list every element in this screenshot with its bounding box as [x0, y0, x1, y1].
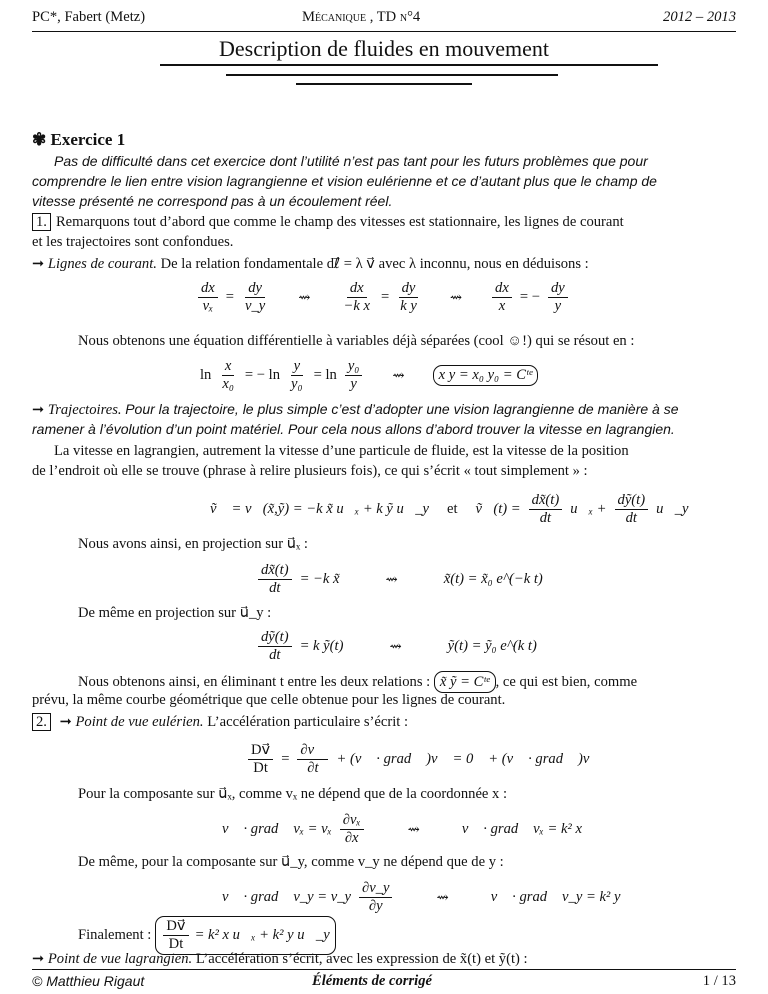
title-rule-2 — [226, 74, 558, 76]
header-rule — [32, 31, 736, 32]
equation-streamlines — [196, 280, 570, 315]
velocity-text: La vitesse en lagrangien, autrement la vitesse d’une particule de fluide, est la vitesse de la position — [54, 443, 629, 459]
fraction-denominator: ∂x — [344, 830, 359, 846]
fraction-denominator: y — [554, 298, 562, 314]
fraction-denominator: dt — [539, 510, 552, 526]
footer-rule — [32, 969, 736, 970]
fraction — [258, 562, 292, 597]
fraction-denominator: x₀ — [222, 376, 234, 392]
question-text: et les trajectoires sont confondues. — [32, 234, 234, 250]
fraction-denominator: k y — [400, 298, 417, 314]
fraction — [359, 880, 392, 915]
fraction-denominator: Dt — [168, 936, 184, 952]
trajectories-text: Pour la trajectoire, le plus simple c’est d’adopter une vision lagrangienne de manière à se — [125, 401, 679, 417]
trajectories-label: Trajectoires. — [47, 402, 122, 418]
math-text: = — [225, 289, 235, 305]
fraction — [529, 492, 563, 527]
math-text: v⃗ · grad⃗ v_y = v_y — [222, 889, 351, 905]
header-left: PC*, Fabert (Metz) — [32, 9, 146, 25]
math-text: = − — [519, 289, 540, 305]
fraction-numerator: dy — [548, 280, 568, 298]
lagrangian-label: Point de vue lagrangien. — [47, 951, 193, 967]
fraction-denominator: ∂t — [307, 760, 319, 776]
math-text: ⇝ — [389, 638, 402, 655]
fraction-numerator: dy — [399, 280, 419, 298]
question-number: 2. — [32, 713, 51, 731]
flower-icon: ✾ — [32, 130, 47, 149]
velocity-text: de l’endroit où elle se trouve (phrase à relire plusieurs fois), ce qui s’écrit « tout simplement » : — [32, 463, 588, 479]
fraction — [397, 280, 420, 315]
question-number: 1. — [32, 213, 51, 231]
math-text: = k² x u⃗ₓ + k² y u⃗_y — [194, 927, 330, 943]
component-y-text: De même, pour la composante sur u⃗_y, comme v_y ne dépend que de y : — [78, 854, 504, 870]
equation-lagrangian-velocity — [210, 492, 689, 527]
footer-author: © Matthieu Rigaut — [32, 973, 145, 989]
fraction-denominator: vₓ — [202, 298, 214, 314]
equation-x-tilde — [256, 562, 543, 597]
fraction-denominator: −k x — [343, 298, 370, 314]
exercise-heading — [32, 130, 125, 150]
fraction-denominator: dt — [269, 580, 281, 596]
math-text: ⇝ — [298, 289, 311, 306]
math-text: ṽ⃗(t) = — [475, 501, 521, 517]
page-header — [32, 9, 736, 31]
final-label: Finalement : — [78, 927, 152, 943]
intro-line: vitesse présenté ne correspond pas à un écoulement réel. — [32, 193, 393, 209]
fraction-numerator: dx̃(t) — [529, 492, 563, 510]
math-text: = ln — [313, 367, 337, 383]
arrow-icon: ➞ — [32, 402, 45, 418]
projection-y-text: De même en projection sur u⃗_y : — [78, 605, 272, 621]
lagrangian-text: L’accélération s’écrit, avec les expression de x̃(t) et ỹ(t) : — [195, 951, 528, 967]
fraction-denominator: x — [498, 298, 506, 314]
math-text: = — [380, 289, 390, 305]
question-2 — [32, 713, 688, 731]
fraction — [340, 812, 364, 847]
fraction — [548, 280, 568, 315]
fraction-numerator: dỹ(t) — [258, 629, 292, 647]
equation-y-tilde — [256, 629, 537, 664]
euler-text: L’accélération particulaire s’écrit : — [207, 714, 409, 730]
fraction — [492, 280, 512, 315]
math-text: v⃗ · grad⃗ v_y = k² y — [490, 889, 621, 905]
fraction — [341, 280, 373, 315]
equation-component-x — [222, 812, 582, 847]
page-number: 1 / 13 — [702, 973, 736, 989]
fraction-denominator: ∂y — [368, 898, 383, 914]
math-text: u⃗_y — [656, 501, 689, 517]
math-text: u⃗ₓ + — [570, 501, 607, 517]
elimination-text — [56, 671, 712, 693]
equation-material-derivative — [246, 742, 601, 777]
fraction — [219, 358, 237, 393]
fraction — [288, 358, 306, 393]
fraction — [615, 492, 649, 527]
fraction-numerator: ∂vₓ — [340, 812, 364, 830]
title-rule-3 — [296, 83, 472, 85]
math-text: = — [281, 751, 290, 767]
question-text: Remarquons tout d’abord que comme le champ des vitesses est stationnaire, les lignes de courant — [55, 214, 624, 230]
page-footer — [32, 973, 736, 993]
question-1 — [32, 213, 688, 231]
header-right: 2012 – 2013 — [663, 9, 736, 25]
component-x-text: Pour la composante sur u⃗ₓ, comme vₓ ne dépend que de la coordonnée x : — [78, 786, 508, 802]
trajectories-text: ramener à l’évolution d’un point matériel. Pour cela nous allons d’abord trouver la vitesse en lagrangien. — [32, 421, 675, 437]
result-box: x̃ ỹ = Cᵗᵉ — [434, 671, 496, 693]
fraction-numerator: dỹ(t) — [615, 492, 649, 510]
fraction-denominator: y₀ — [291, 376, 303, 392]
math-text: = −k x̃ — [299, 571, 340, 587]
fraction-denominator: y — [350, 376, 357, 392]
trajectories-paragraph — [32, 400, 688, 419]
intro-line: Pas de difficulté dans cet exercice dont l’utilité n’est pas tant pour les futurs problèmes que pour — [54, 153, 648, 169]
math-text: x̃(t) = x̃₀ e^(−k t) — [443, 571, 543, 587]
fraction — [248, 742, 273, 777]
diff-text: Nous obtenons une équation différentielle à variables déjà séparées (cool ☺!) qui se résout en : — [78, 333, 635, 349]
fraction-numerator: ∂v⃗ — [297, 742, 328, 760]
fraction-denominator: Dt — [253, 760, 268, 776]
math-text: = k ỹ(t) — [299, 638, 344, 654]
fraction-numerator: Dv⃗ — [248, 742, 273, 760]
math-text: ⇝ — [392, 367, 405, 384]
streamlines-text: De la relation fondamentale dℓ⃗ = λ v⃗ avec λ inconnu, nous en déduisons : — [160, 256, 589, 272]
fraction-denominator: v_y — [245, 298, 266, 314]
footer-center: Éléments de corrigé — [312, 973, 432, 989]
math-text: ⇝ — [385, 571, 398, 588]
fraction-denominator: dt — [269, 647, 281, 663]
fraction-numerator: dy — [245, 280, 265, 298]
math-text: , ce qui est bien, comme — [495, 674, 638, 690]
exercise-title: Exercice 1 — [50, 130, 126, 149]
streamlines-label: Lignes de courant. — [47, 256, 157, 272]
fraction-numerator: y₀ — [345, 358, 363, 376]
math-text: = − ln — [244, 367, 281, 383]
math-text: ỹ(t) = ỹ₀ e^(k t) — [447, 638, 537, 654]
arrow-icon: ➞ — [32, 256, 45, 272]
fraction-numerator: dx — [198, 280, 218, 298]
fraction-numerator: x — [222, 358, 234, 376]
fraction — [198, 280, 218, 315]
math-text: + (v⃗ · grad⃗ )v⃗ = 0⃗ + (v⃗ · grad⃗ )v⃗ — [336, 751, 601, 767]
math-text: ṽ⃗ = v⃗(x̃,ỹ) = −k x̃ u⃗ₓ + k ỹ u⃗_y — [210, 501, 429, 517]
elimination-text: prévu, la même courbe géométrique que celle obtenue pour les lignes de courant. — [32, 692, 506, 708]
intro-line: comprendre le lien entre vision lagrangienne et vision eulérienne et ce d’autant plus que le champ de — [32, 173, 657, 189]
math-text: v⃗ · grad⃗ vₓ = k² x — [461, 821, 582, 837]
math-text: ln — [200, 367, 212, 383]
math-text: et — [447, 501, 458, 517]
fraction — [163, 918, 188, 953]
math-text: ⇝ — [449, 289, 463, 306]
math-text: ⇝ — [407, 821, 420, 838]
math-text: v⃗ · grad⃗ vₓ = vₓ — [222, 821, 332, 837]
euler-label: Point de vue eulérien. — [75, 714, 204, 730]
fraction-numerator: Dv⃗ — [163, 918, 188, 936]
fraction-numerator: dx — [347, 280, 367, 298]
math-text: Nous obtenons ainsi, en éliminant t entre les deux relations : — [78, 674, 431, 690]
fraction-numerator: ∂v_y — [359, 880, 392, 898]
header-center: Mécanique , TD n°4 — [302, 9, 421, 25]
fraction-numerator: y — [291, 358, 303, 376]
arrow-icon: ➞ — [32, 951, 45, 967]
fraction — [242, 280, 268, 315]
streamlines-paragraph — [32, 255, 688, 273]
projection-x-text: Nous avons ainsi, en projection sur u⃗ₓ : — [78, 536, 308, 552]
equation-ln — [200, 358, 538, 393]
result-box: x y = x₀ y₀ = Cᵗᵉ — [433, 365, 539, 386]
title-rule-1 — [160, 64, 658, 66]
fraction — [297, 742, 328, 777]
page-title: Description de fluides en mouvement — [219, 36, 549, 61]
fraction-numerator: dx̃(t) — [258, 562, 292, 580]
fraction-numerator: dx — [492, 280, 512, 298]
fraction-denominator: dt — [625, 510, 637, 526]
fraction — [258, 629, 292, 664]
math-text: ⇝ — [436, 889, 449, 906]
equation-component-y — [222, 880, 620, 915]
lagrangian-paragraph — [32, 950, 688, 968]
arrow-icon: ➞ — [59, 714, 72, 730]
fraction — [345, 358, 363, 393]
